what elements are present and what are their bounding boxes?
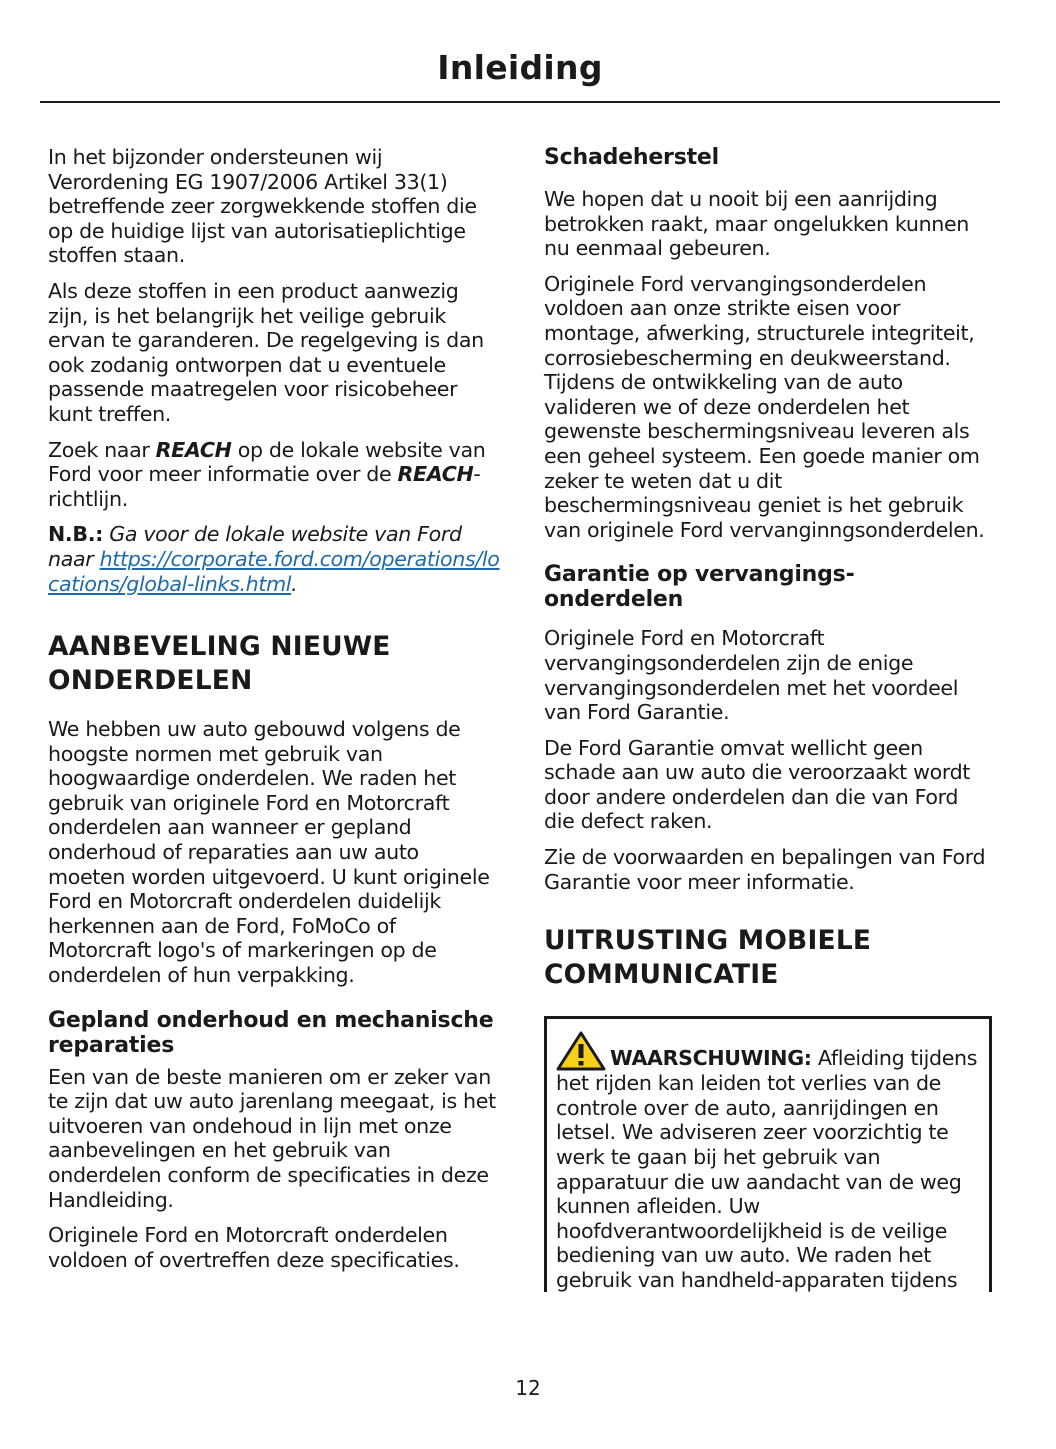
warning-text: Afleiding tijdens het rijden kan leiden tot verlies van de controle over de auto, aanrijdingen en letsel. We adviseren zeer voorzichtig te werk te gaan bij het gebruik van apparatuur die uw aandacht van de weg kunnen afleiden. Uw hoofdverantwoordelijkheid is de veilige bediening van uw auto. We raden het gebruik van handheld-apparaten tijdens — [556, 1046, 978, 1292]
reach-term: REACH — [397, 462, 474, 487]
paragraph-maintenance: Een van de beste manieren om er zeker van te zijn dat uw auto jarenlang meegaat, is het uitvoeren van ondehoud in lijn met onze aanbevelingen en het gebruik van onderdelen conform de specificaties in deze Handleiding. — [48, 1064, 496, 1212]
warning-paragraph — [556, 1031, 981, 1292]
paragraph-warranty-2: De Ford Garantie omvat wellicht geen schade aan uw auto die veroorzaakt wordt door andere onderdelen dan die van Ford die defect raken. — [544, 735, 971, 834]
reach-text-b: op de lokale website van Ford voor meer informatie over de — [48, 437, 486, 487]
section-heading-mobile-communication: UITRUSTING MOBIELE COMMUNICATIE — [544, 925, 872, 991]
note-paragraph — [48, 522, 500, 596]
paragraph-warranty-1: Originele Ford en Motorcraft vervangingsonderdelen zijn de enige vervangingsonderdelen met het voordeel van Ford Garantie. — [544, 626, 959, 725]
paragraph-replacement-parts: Originele Ford vervangingsonderdelen voldoen aan onze strikte eisen voor montage, afwerking, structurele integriteit, corrosiebescherming en deukweerstand. Tijdens de ontwikkeling van de auto valideren we of deze onderdelen het gewenste beschermingsniveau leveren als een geheel systeem. Een goede manier om zeker te weten dat u dit beschermingsniveau geniet is het gebruik van originele Ford vervanginngsonderdelen. — [544, 271, 985, 542]
note-text: Ga voor de lokale website van Ford naar — [48, 522, 462, 571]
subheading-planned-maintenance: Gepland onderhoud en mechanische reparaties — [48, 1007, 494, 1058]
warning-triangle-icon — [556, 1031, 606, 1071]
paragraph-safe-use: Als deze stoffen in een product aanwezig zijn, is het belangrijk het veilige gebruik ervan te garanderen. De regelgeving is dan ook zodanig ontworpen dat u eventuele passende maatregelen voor risicobeheer kunt treffen. — [48, 278, 484, 426]
paragraph-reach-search — [48, 438, 500, 512]
warning-box — [544, 1016, 992, 1292]
reach-text-c: -richtlijn. — [48, 462, 481, 511]
paragraph-specifications: Originele Ford en Motorcraft onderdelen voldoen of overtreffen deze specificaties. — [48, 1223, 460, 1272]
section-heading-recommendation: AANBEVELING NIEUWE ONDERDELEN — [48, 631, 391, 697]
reach-text-a: Zoek naar — [48, 437, 156, 462]
ford-global-links-link[interactable]: https://corporate.ford.com/operations/locations/global-links.html — [48, 546, 500, 596]
page-number: 12 — [515, 1376, 541, 1400]
page-header — [40, 46, 1000, 103]
subheading-damage-repair: Schadeherstel — [544, 145, 719, 170]
note-end: . — [291, 571, 298, 596]
reach-term: REACH — [155, 437, 232, 462]
subheading-warranty: Garantie op vervangings-onderdelen — [544, 562, 855, 613]
page-title: Inleiding — [437, 48, 603, 87]
right-column — [544, 145, 994, 1292]
note-label: N.B.: — [48, 522, 104, 547]
paragraph-reach-regulation: In het bijzonder ondersteunen wij Verordening EG 1907/2006 Artikel 33(1) betreffende zeer zorgwekkende stoffen die op de huidige lijst van autorisatieplichtige stoffen staan. — [48, 145, 477, 268]
paragraph-warranty-3: Zie de voorwaarden en bepalingen van Ford Garantie voor meer informatie. — [544, 845, 986, 894]
warning-label: WAARSCHUWING: — [610, 1046, 812, 1071]
left-column — [48, 145, 500, 1283]
paragraph-collision: We hopen dat u nooit bij een aanrijding betrokken raakt, maar ongelukken kunnen nu eenmaal gebeuren. — [544, 187, 970, 261]
paragraph-recommendation: We hebben uw auto gebouwd volgens de hoogste normen met gebruik van hoogwaardige onderdelen. We raden het gebruik van originele Ford en Motorcraft onderdelen aan wanneer er gepland onderhoud of reparaties aan uw auto moeten worden uitgevoerd. U kunt originele Ford en Motorcraft onderdelen duidelijk herkennen aan de Ford, FoMoCo of Motorcraft logo's of markeringen op de onderdelen of hun verpakking. — [48, 717, 490, 988]
